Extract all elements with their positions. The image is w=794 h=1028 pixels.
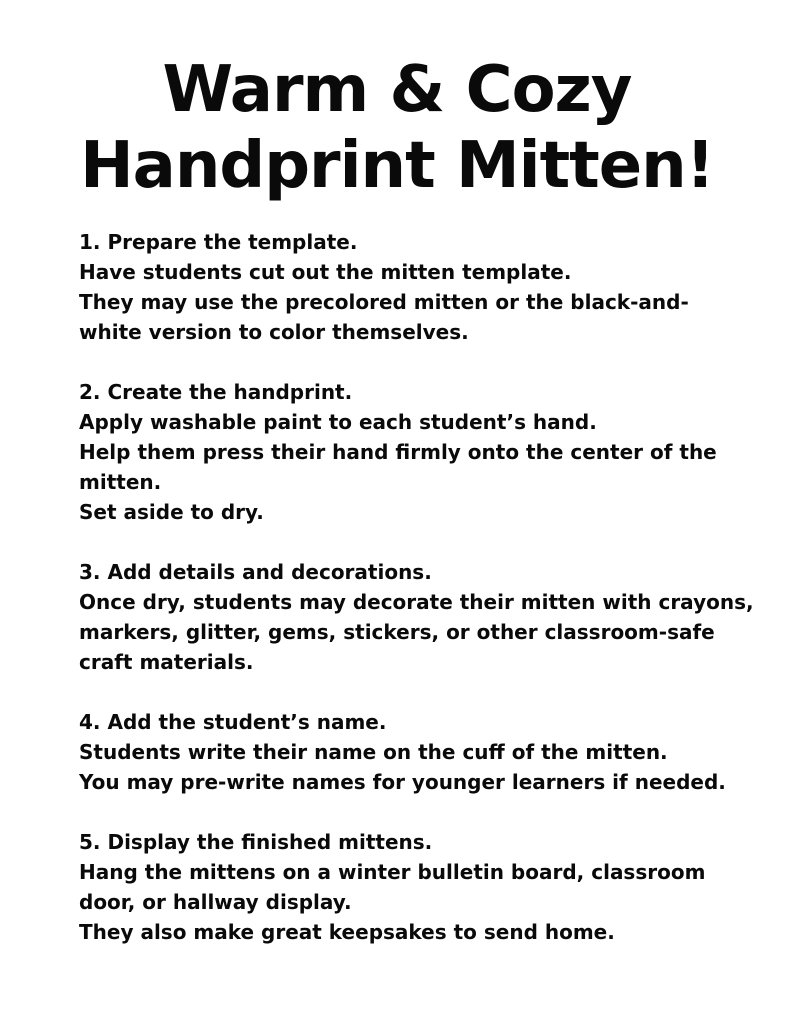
step-text: Once dry, students may decorate their mitten with crayons, xyxy=(79,590,754,614)
step-text: Students write their name on the cuff of the mitten. xyxy=(79,740,668,764)
step-4 xyxy=(79,707,739,797)
step-text: They may use the precolored mitten or the black-and- xyxy=(79,290,689,314)
step-text: craft materials. xyxy=(79,650,254,674)
step-heading: 5. Display the finished mittens. xyxy=(79,830,433,854)
page-title xyxy=(0,52,794,204)
step-text: Help them press their hand firmly onto the center of the xyxy=(79,440,717,464)
step-text: Apply washable paint to each student’s hand. xyxy=(79,410,597,434)
step-3 xyxy=(79,557,754,677)
step-text: white version to color themselves. xyxy=(79,320,469,344)
step-text: Hang the mittens on a winter bulletin board, classroom xyxy=(79,860,706,884)
step-1 xyxy=(79,227,739,347)
title-line-2: Handprint Mitten! xyxy=(80,129,714,203)
step-heading: 2. Create the handprint. xyxy=(79,380,353,404)
step-text: door, or hallway display. xyxy=(79,890,352,914)
step-heading: 3. Add details and decorations. xyxy=(79,560,432,584)
title-line-1: Warm & Cozy xyxy=(162,53,632,127)
step-text: Set aside to dry. xyxy=(79,500,264,524)
step-text: markers, glitter, gems, stickers, or other classroom-safe xyxy=(79,620,715,644)
step-text: They also make great keepsakes to send home. xyxy=(79,920,615,944)
step-5 xyxy=(79,827,739,947)
step-text: Have students cut out the mitten template. xyxy=(79,260,572,284)
step-2 xyxy=(79,377,739,527)
instruction-list xyxy=(79,227,754,977)
step-heading: 4. Add the student’s name. xyxy=(79,710,387,734)
step-heading: 1. Prepare the template. xyxy=(79,230,358,254)
step-text: mitten. xyxy=(79,470,162,494)
step-text: You may pre-write names for younger learners if needed. xyxy=(79,770,726,794)
